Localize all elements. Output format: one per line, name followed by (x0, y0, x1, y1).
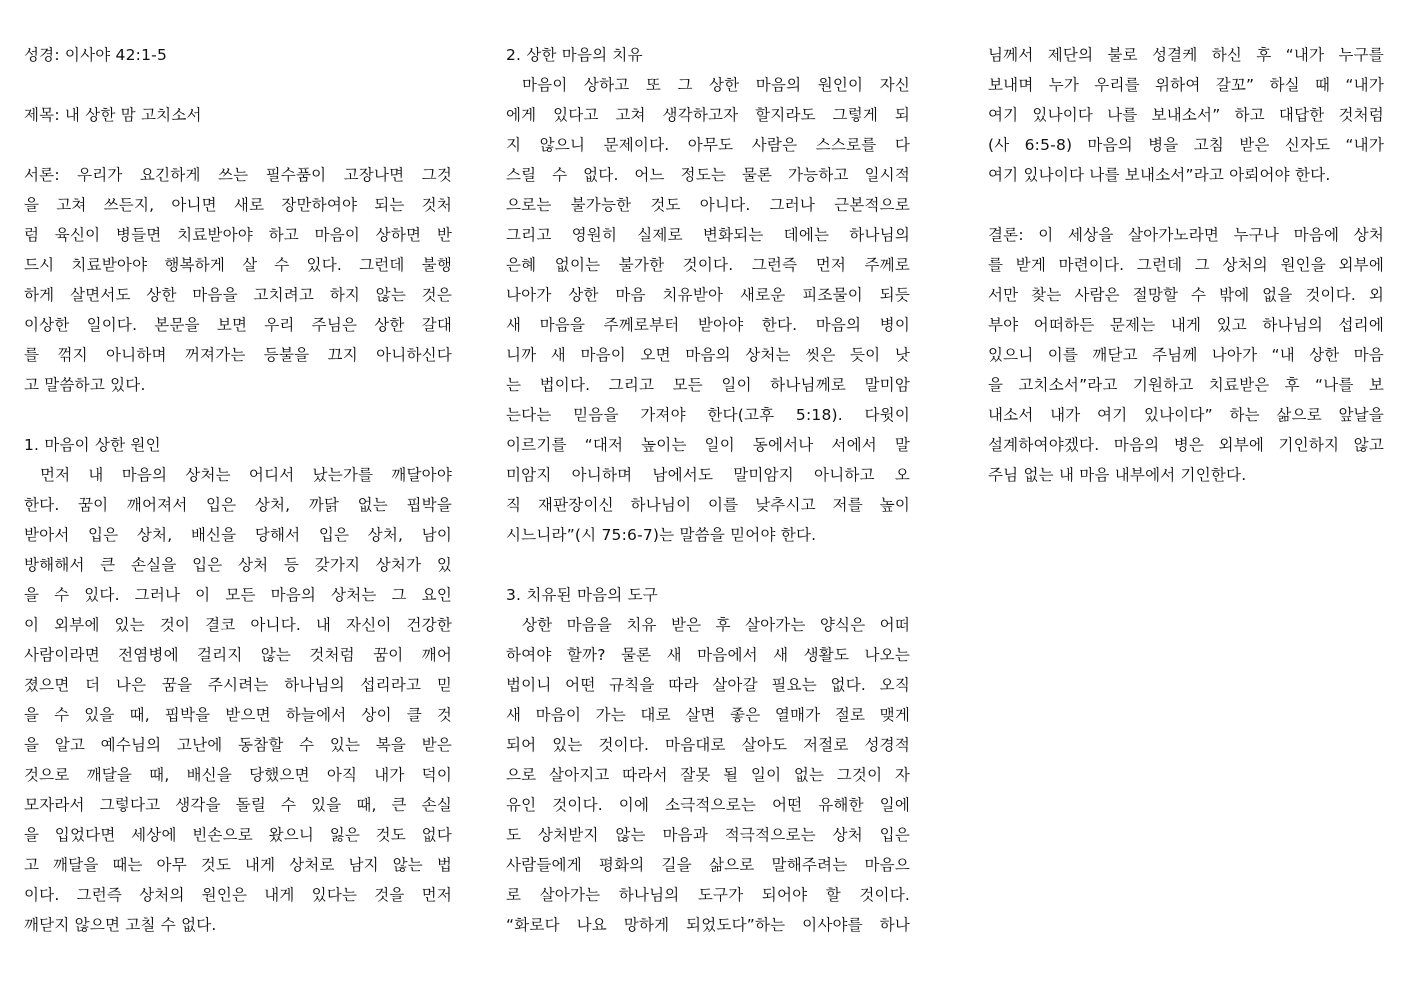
text-line: 유인 것이다. 이에 소극적으로는 어떤 유해한 일에 (506, 796, 910, 814)
text-line: 제목: 내 상한 맘 고치소서 (24, 106, 202, 124)
text-line: 여기 있나이다 나를 보내소서”라고 아뢰어야 한다. (988, 166, 1331, 184)
text-line: “화로다 나요 망하게 되었도다”하는 이사야를 하나 (506, 916, 910, 934)
text-line: 마음이 상하고 또 그 상한 마음의 원인이 자신 (522, 76, 910, 94)
text-line: 여기 있나이다 나를 보내소서” 하고 대답한 것처럼 (988, 106, 1384, 124)
text-line: 을 수 있다. 그러나 이 모든 마음의 상처는 그 요인 (24, 586, 452, 604)
text-line: 를 받게 마련이다. 그런데 그 상처의 원인을 외부에 (988, 256, 1384, 274)
text-line: 결론: 이 세상을 살아가노라면 누구나 마음에 상처 (988, 226, 1384, 244)
text-line: 3. 치유된 마음의 도구 (506, 586, 658, 604)
text-line: 새 마음을 주께로부터 받아야 한다. 마음의 병이 (506, 316, 910, 334)
text-line: 스릴 수 없다. 어느 정도는 물론 가능하고 일시적 (506, 166, 910, 184)
text-line: 를 꺾지 아니하며 꺼져가는 등불을 끄지 아니하신다 (24, 346, 452, 364)
text-line: 하여야 할까? 물론 새 마음에서 새 생활도 나오는 (506, 646, 910, 664)
text-line: 받아서 입은 상처, 배신을 당해서 입은 상처, 남이 (24, 526, 452, 544)
text-line: 한다. 꿈이 깨어져서 입은 상처, 까닭 없는 핍박을 (24, 496, 452, 514)
text-line: 을 고쳐 쓰든지, 아니면 새로 장만하여야 되는 것처 (24, 196, 452, 214)
text-line: 고 말씀하고 있다. (24, 376, 146, 394)
text-line: 서론: 우리가 요긴하게 쓰는 필수품이 고장나면 그것 (24, 166, 452, 184)
text-line: 졌으면 더 나은 꿈을 주시려는 하나님의 섭리라고 믿 (24, 676, 452, 694)
text-line: 미암지 아니하며 남에서도 말미암지 아니하고 오 (506, 466, 910, 484)
text-line: 설계하여야겠다. 마음의 병은 외부에 기인하지 않고 (988, 436, 1384, 454)
text-line: 모자라서 그렇다고 생각을 돌릴 수 있을 때, 큰 손실 (24, 796, 452, 814)
text-line: 을 알고 예수님의 고난에 동참할 수 있는 복을 받은 (24, 736, 452, 754)
text-line: 을 고치소서”라고 기원하고 치료받은 후 “나를 보 (988, 376, 1384, 394)
text-line: 새 마음이 가는 대로 살면 좋은 열매가 절로 맺게 (506, 706, 910, 724)
paragraph-gap (988, 190, 1384, 220)
paragraph-gap (24, 130, 452, 160)
paragraph-gap (24, 400, 452, 430)
text-line: 으로 살아지고 따라서 잘못 될 일이 없는 그것이 자 (506, 766, 910, 784)
text-line: 2. 상한 마음의 치유 (506, 46, 643, 64)
text-line: 되어 있는 것이다. 마음대로 살아도 저절로 성경적 (506, 736, 910, 754)
text-line: 이다. 그런즉 상처의 원인은 내게 있다는 것을 먼저 (24, 886, 452, 904)
text-line: 깨닫지 않으면 고칠 수 없다. (24, 916, 217, 934)
text-line: 럼 육신이 병들면 치료받아야 하고 마음이 상하면 반 (24, 226, 452, 244)
text-line: 내소서 내가 여기 있나이다” 하는 삶으로 앞날을 (988, 406, 1384, 424)
text-line: 에게 있다고 고쳐 생각하고자 할지라도 그렇게 되 (506, 106, 910, 124)
text-line: 하게 살면서도 상한 마음을 고치려고 하지 않는 것은 (24, 286, 452, 304)
text-line: 주님 없는 내 마음 내부에서 기인한다. (988, 466, 1247, 484)
text-line: 성경: 이사야 42:1-5 (24, 46, 168, 64)
text-line: 있으니 이를 깨닫고 주님께 나아가 “내 상한 마음 (988, 346, 1384, 364)
text-line: 는다는 믿음을 가져야 한다(고후 5:18). 다윗이 (506, 406, 910, 424)
text-line: 으로는 불가능한 것도 아니다. 그러나 근본적으로 (506, 196, 910, 214)
text-line: 1. 마음이 상한 원인 (24, 436, 161, 454)
text-line: 는 법이다. 그리고 모든 일이 하나님께로 말미암 (506, 376, 910, 394)
text-column-2 (506, 40, 910, 940)
text-line: 방해해서 큰 손실을 입은 상처 등 갖가지 상처가 있 (24, 556, 452, 574)
text-line: 시느니라”(시 75:6-7)는 말씀을 믿어야 한다. (506, 526, 817, 544)
paragraph-gap (24, 70, 452, 100)
text-line: 니까 새 마음이 오면 마음의 상처는 씻은 듯이 낫 (506, 346, 910, 364)
text-line: 드시 치료받아야 행복하게 살 수 있다. 그런데 불행 (24, 256, 452, 274)
text-line: 을 수 있을 때, 핍박을 받으면 하늘에서 상이 클 것 (24, 706, 452, 724)
text-line: 님께서 제단의 불로 성결케 하신 후 “내가 누구를 (988, 46, 1384, 64)
text-line: 보내며 누가 우리를 위하여 갈꼬” 하실 때 “내가 (988, 76, 1384, 94)
paragraph-gap (506, 550, 910, 580)
text-line: 사람들에게 평화의 길을 삶으로 말해주려는 마음으 (506, 856, 910, 874)
text-line: 이르기를 “대저 높이는 일이 동에서나 서에서 말 (506, 436, 910, 454)
text-column-1 (24, 40, 452, 940)
text-line: 지 않으니 문제이다. 아무도 사람은 스스로를 다 (506, 136, 910, 154)
text-line: 은혜 없이는 불가한 것이다. 그런즉 먼저 주께로 (506, 256, 910, 274)
text-line: 나아가 상한 마음 치유받아 새로운 피조물이 되듯 (506, 286, 910, 304)
text-line: 상한 마음을 치유 받은 후 살아가는 양식은 어떠 (522, 616, 910, 634)
text-line: 서만 찾는 사람은 절망할 수 밖에 없을 것이다. 외 (988, 286, 1384, 304)
text-line: 먼저 내 마음의 상처는 어디서 났는가를 깨달아야 (40, 466, 452, 484)
text-column-3 (988, 40, 1384, 490)
text-line: 그리고 영원히 실제로 변화되는 데에는 하나님의 (506, 226, 910, 244)
text-line: 법이니 어떤 규칙을 따라 살아갈 필요는 없다. 오직 (506, 676, 910, 694)
text-line: 사람이라면 전염병에 걸리지 않는 것처럼 꿈이 깨어 (24, 646, 452, 664)
text-line: 이상한 일이다. 본문을 보면 우리 주님은 상한 갈대 (24, 316, 452, 334)
text-line: 로 살아가는 하나님의 도구가 되어야 할 것이다. (506, 886, 910, 904)
text-line: 고 깨달을 때는 아무 것도 내게 상처로 남지 않는 법 (24, 856, 452, 874)
text-line: 도 상처받지 않는 마음과 적극적으로는 상처 입은 (506, 826, 910, 844)
text-line: 직 재판장이신 하나님이 이를 낮추시고 저를 높이 (506, 496, 910, 514)
text-line: 이 외부에 있는 것이 결코 아니다. 내 자신이 건강한 (24, 616, 452, 634)
text-line: (사 6:5-8) 마음의 병을 고침 받은 신자도 “내가 (988, 136, 1384, 154)
text-line: 것으로 깨달을 때, 배신을 당했으면 아직 내가 덕이 (24, 766, 452, 784)
text-line: 을 입었다면 세상에 빈손으로 왔으니 잃은 것도 없다 (24, 826, 452, 844)
text-line: 부야 어떠하든 문제는 내게 있고 하나님의 섭리에 (988, 316, 1384, 334)
